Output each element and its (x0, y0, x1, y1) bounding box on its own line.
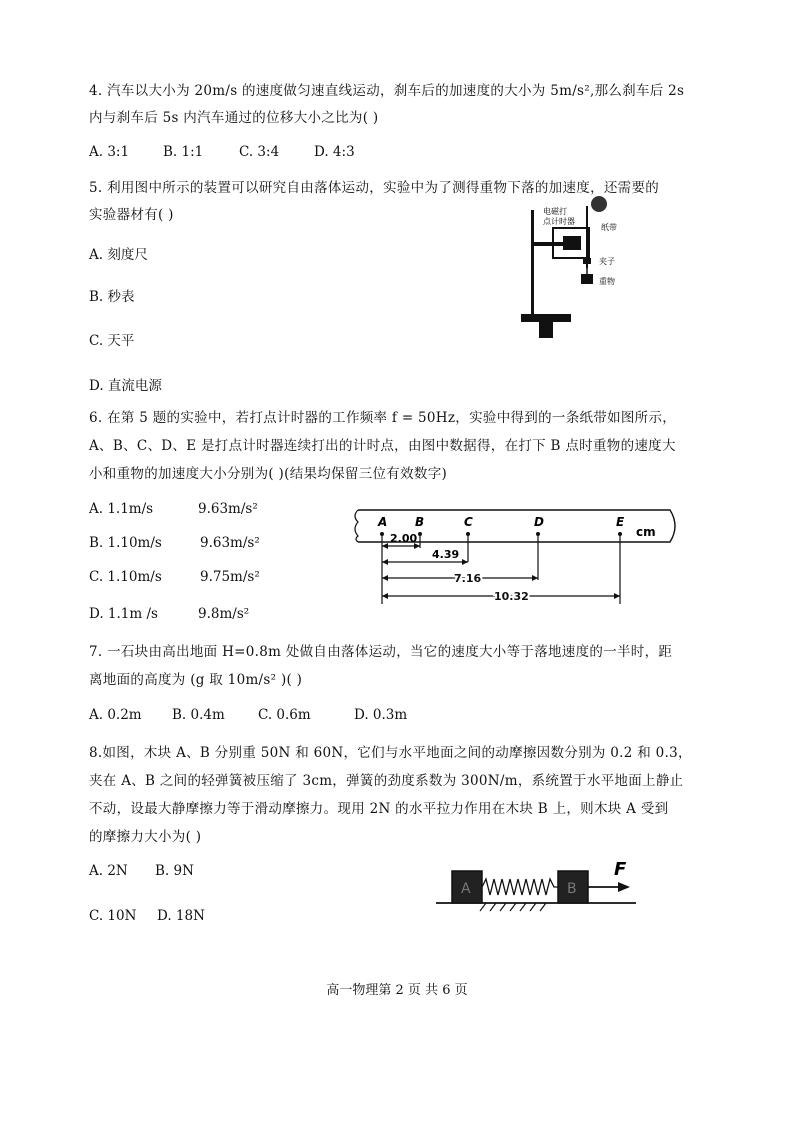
q7-option-b: B. 0.4m (172, 707, 225, 723)
tape-unit: cm (636, 525, 656, 539)
q4-option-d: D. 4:3 (314, 144, 355, 160)
q4-option-b: B. 1:1 (163, 144, 204, 160)
distance-ae: 10.32 (494, 590, 529, 603)
q7-option-c: C. 0.6m (258, 707, 311, 723)
q5-option-c: C. 天平 (89, 333, 135, 349)
q6-option-a-acceleration: 9.63m/s² (198, 501, 258, 517)
q7-text-line2: 离地面的高度为 (g 取 10m/s² )( ) (89, 672, 303, 688)
q8-option-d: D. 18N (157, 908, 205, 924)
clip (583, 258, 591, 264)
block-b-label: B (567, 881, 577, 897)
label-timer-1: 电磁打 (543, 207, 567, 216)
page-footer: 高一物理第 2 页 共 6 页 (326, 983, 468, 998)
q8-text-line1: 8.如图，木块 A、B 分别重 50N 和 60N，它们与水平地面之间的动摩擦因数分别为 0.2 和 0.3， (89, 745, 692, 761)
q6-text-line3: 小和重物的加速度大小分别为( )(结果均保留三位有效数字) (89, 466, 448, 482)
q7-option-a: A. 0.2m (89, 707, 142, 723)
stand-base (521, 314, 571, 322)
q4-text-line2: 内与刹车后 5s 内汽车通过的位移大小之比为( ) (89, 110, 379, 126)
q6-option-b-velocity: B. 1.10m/s (89, 535, 162, 551)
weight (581, 274, 593, 284)
q5-option-b: B. 秒表 (89, 289, 135, 305)
q8-option-b: B. 9N (155, 863, 194, 879)
force-label: F (614, 859, 627, 880)
spring (482, 879, 558, 895)
q8-option-a: A. 2N (89, 863, 128, 879)
force-arrowhead (618, 882, 630, 892)
tape-label-d: D (534, 515, 544, 529)
paper-tape-figure (348, 502, 688, 610)
tape-roll (591, 196, 607, 212)
q6-option-c-acceleration: 9.75m/s² (200, 569, 260, 585)
q5-option-a: A. 刻度尺 (89, 247, 148, 263)
ground-hatching (480, 903, 546, 911)
q8-option-c: C. 10N (89, 908, 137, 924)
free-fall-apparatus-figure (515, 192, 635, 342)
block-a-label: A (461, 881, 471, 897)
q5-text-line2: 实验器材有( ) (89, 207, 174, 223)
q7-option-d: D. 0.3m (354, 707, 408, 723)
tape-label-c: C (464, 515, 473, 529)
label-weight: 重物 (599, 277, 615, 286)
distance-ab: 2.00 (390, 532, 418, 545)
blocks-spring-figure (432, 855, 642, 917)
q6-option-d-velocity: D. 1.1m /s (89, 606, 158, 622)
label-timer-2: 点计时器 (543, 217, 575, 226)
tape-label-b: B (415, 515, 425, 529)
q8-text-line2: 夹在 A、B 之间的轻弹簧被压缩了 3cm，弹簧的劲度系数为 300N/m，系统置于水平地面上静止 (89, 773, 684, 789)
q6-option-a-velocity: A. 1.1m/s (89, 501, 154, 517)
q4-text-line1: 4. 汽车以大小为 20m/s 的速度做匀速直线运动，刹车后的加速度的大小为 5m/s²,那么刹车后 2s (89, 83, 685, 99)
distance-ac: 4.39 (432, 548, 460, 561)
q6-option-c-velocity: C. 1.10m/s (89, 569, 162, 585)
q4-option-c: C. 3:4 (239, 144, 280, 160)
label-clip: 夹子 (599, 257, 615, 266)
q5-option-d: D. 直流电源 (89, 378, 162, 394)
timer-coil (563, 236, 581, 250)
q5-text-line1: 5. 利用图中所示的装置可以研究自由落体运动，实验中为了测得重物下落的加速度，还需要的 (89, 180, 660, 196)
q7-text-line1: 7. 一石块由高出地面 H=0.8m 处做自由落体运动，当它的速度大小等于落地速度的一半时，距 (89, 644, 673, 660)
label-tape: 纸带 (601, 223, 617, 232)
q8-text-line4: 的摩擦力大小为( ) (89, 829, 202, 845)
tape-label-a: A (378, 515, 388, 529)
q6-text-line2: A、B、C、D、E 是打点计时器连续打出的计时点，由图中数据得，在打下 B 点时重物的速度大 (89, 438, 676, 454)
q6-text-line1: 6. 在第 5 题的实验中，若打点计时器的工作频率 f = 50Hz，实验中得到的一条纸带如图所示， (89, 410, 677, 426)
q6-option-d-acceleration: 9.8m/s² (198, 606, 250, 622)
q6-option-b-acceleration: 9.63m/s² (200, 535, 260, 551)
distance-ad: 7.16 (454, 572, 482, 585)
stand-rod (531, 210, 534, 318)
tape-label-e: E (616, 515, 625, 529)
q4-option-a: A. 3:1 (89, 144, 130, 160)
q8-text-line3: 不动，设最大静摩擦力等于滑动摩擦力。现用 2N 的水平拉力作用在木块 B 上，则木块 A 受到 (89, 801, 669, 817)
